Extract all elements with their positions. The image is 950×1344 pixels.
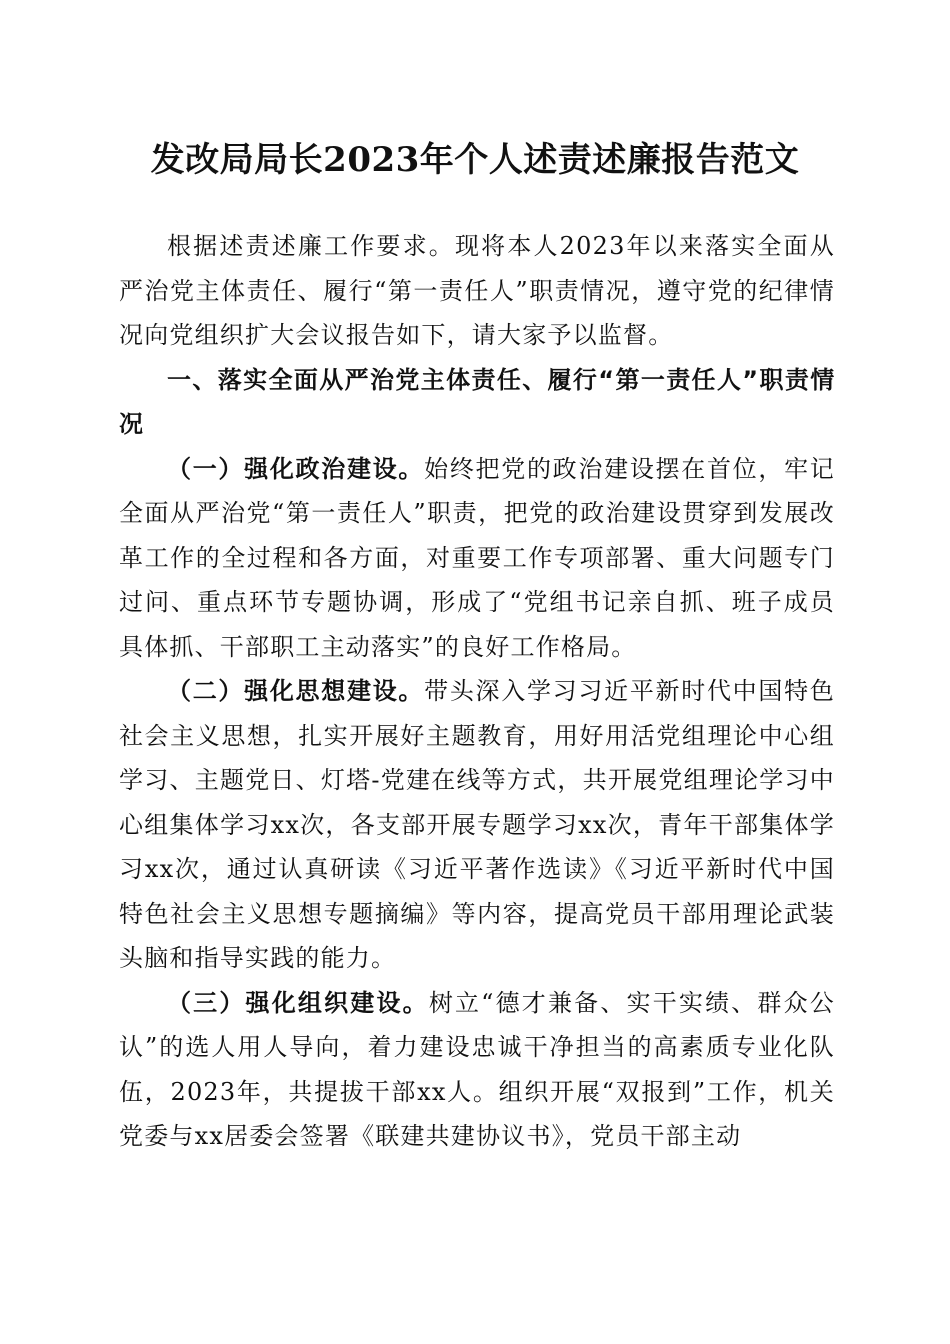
paragraph-lead: （三）强化组织建设。 [167,988,429,1017]
paragraph-text: 带头深入学习习近平新时代中国特色社会主义思想，扎实开展好主题教育，用好用活党组理论中心组学习、主题党日、灯塔-党建在线等方式，共开展党组理论学习中心组集体学习xx次，各支部开展专题学习xx次，青年干部集体学习xx次，通过认真研读《习近平著作选读》《习近平新时代中国特色社会主义思想专题摘编》等内容，提高党员干部用理论武装头脑和指导实践的能力。 [119,677,836,972]
document-body [119,224,835,1159]
paragraph-organizational-building [119,981,835,1159]
section-heading: 一、落实全面从严治党主体责任、履行“第一责任人”职责情况 [119,365,835,438]
paragraph-text: 始终把党的政治建设摆在首位，牢记全面从严治党“第一责任人”职责，把党的政治建设贯穿到发展改革工作的全过程和各方面，对重要工作专项部署、重大问题专门过问、重点环节专题协调，形成了“党组书记亲自抓、班子成员具体抓、干部职工主动落实”的良好工作格局。 [119,454,836,661]
paragraph-lead: （二）强化思想建设。 [167,677,425,705]
paragraph-political-building [119,447,835,670]
paragraph-ideological-building [119,669,835,981]
document-title: 发改局局长2023年个人述责述廉报告范文 [150,140,800,180]
paragraph-text: 树立“德才兼备、实干实绩、群众公认”的选人用人导向，着力建设忠诚干净担当的高素质专业化队伍，2023年，共提拔干部xx人。组织开展“双报到”工作，机关党委与xx居委会签署《联建共建协议书》，党员干部主动 [119,988,835,1150]
intro-paragraph: 根据述责述廉工作要求。现将本人2023年以来落实全面从严治党主体责任、履行“第一责任人”职责情况，遵守党的纪律情况向党组织扩大会议报告如下，请大家予以监督。 [119,232,835,349]
paragraph-lead: （一）强化政治建设。 [167,454,425,483]
